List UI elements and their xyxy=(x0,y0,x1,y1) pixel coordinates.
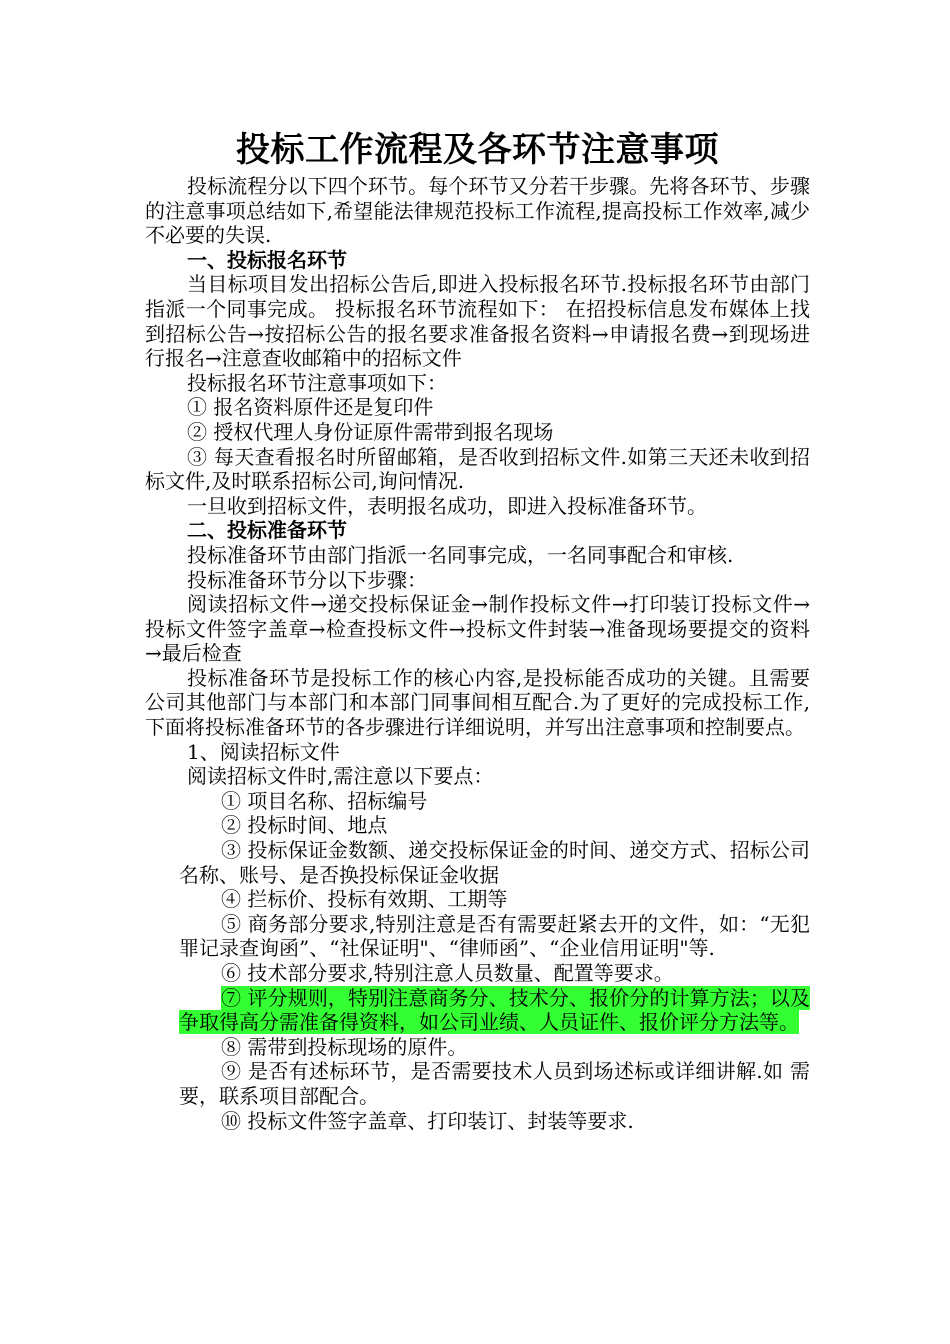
section-1-note: ③ 每天查看报名时所留邮箱，是否收到招标文件.如第三天还未收到招标文件,及时联系招标公司,询问情况. xyxy=(145,444,810,494)
reading-point: ⑤ 商务部分要求,特别注意是否有需要赶紧去开的文件，如：“无犯罪记录查询函”、“社保证明"、“律师函”、“企业信用证明"等. xyxy=(179,911,810,961)
reading-point: ④ 拦标价、投标有效期、工期等 xyxy=(221,887,508,912)
section-1-note: ② 授权代理人身份证原件需带到报名现场 xyxy=(187,419,554,444)
section-2-paragraph: 投标准备环节分以下步骤： xyxy=(187,567,427,592)
reading-point: ① 项目名称、招标编号 xyxy=(221,788,428,813)
reading-point: ⑧ 需带到投标现场的原件。 xyxy=(221,1034,468,1059)
reading-point: ② 投标时间、地点 xyxy=(221,813,388,838)
section-2-steps: 阅读招标文件→递交投标保证金→制作投标文件→打印装订投标文件→投标文件签字盖章→检查投标文件→投标文件封装→准备现场要提交的资料→最后检查 xyxy=(145,592,810,666)
section-1-closing: 一旦收到招标文件，表明报名成功，即进入投标准备环节。 xyxy=(187,493,707,518)
section-2-heading: 二、投标准备环节 xyxy=(187,518,347,543)
section-1-note: ① 报名资料原件还是复印件 xyxy=(187,395,434,420)
document-page xyxy=(145,128,810,1133)
intro-paragraph: 投标流程分以下四个环节。每个环节又分若干步骤。先将各环节、步骤的注意事项总结如下,希望能法律规范投标工作流程,提高投标工作效率,减少不必要的失误. xyxy=(145,174,810,248)
section-1-paragraph: 当目标项目发出招标公告后,即进入投标报名环节.投标报名环节由部门指派一个同事完成。 投标报名环节流程如下： 在招投标信息发布媒体上找到招标公告→按招标公告的报名要求准备报名资料→申请报名费→到现场进行报名→注意查收邮箱中的招标文件 xyxy=(145,272,810,371)
step-1-intro: 阅读招标文件时,需注意以下要点： xyxy=(187,764,494,789)
reading-point: ③ 投标保证金数额、递交投标保证金的时间、递交方式、招标公司名称、账号、是否换投标保证金收据 xyxy=(179,838,810,887)
document-title: 投标工作流程及各环节注意事项 xyxy=(236,130,719,170)
section-2-paragraph: 投标准备环节由部门指派一名同事完成，一名同事配合和审核. xyxy=(187,542,734,567)
reading-point: ⑥ 技术部分要求,特别注意人员数量、配置等要求。 xyxy=(221,961,674,985)
step-1-heading: 1、阅读招标文件 xyxy=(187,739,340,764)
section-1-notes-heading: 投标报名环节注意事项如下： xyxy=(187,370,447,395)
section-2-paragraph: 投标准备环节是投标工作的核心内容,是投标能否成功的关键。且需要公司其他部门与本部门和本部门同事间相互配合.为了更好的完成投标工作,下面将投标准备环节的各步骤进行详细说明，并写出注意事项和控制要点。 xyxy=(145,665,810,740)
section-1-heading: 一、投标报名环节 xyxy=(187,247,347,272)
reading-point: ⑨ 是否有述标环节，是否需要技术人员到场述标或详细讲解.如 需要，联系项目部配合。 xyxy=(179,1059,810,1108)
reading-point-highlighted xyxy=(145,986,810,1035)
reading-point: ⑩ 投标文件签字盖章、打印装订、封装等要求. xyxy=(221,1108,634,1133)
highlight-mark: ⑦ 评分规则，特别注意商务分、技术分、报价分的计算方法；以及争取得高分需准备得资料，如公司业绩、人员证件、报价评分方法等。 xyxy=(179,985,810,1035)
